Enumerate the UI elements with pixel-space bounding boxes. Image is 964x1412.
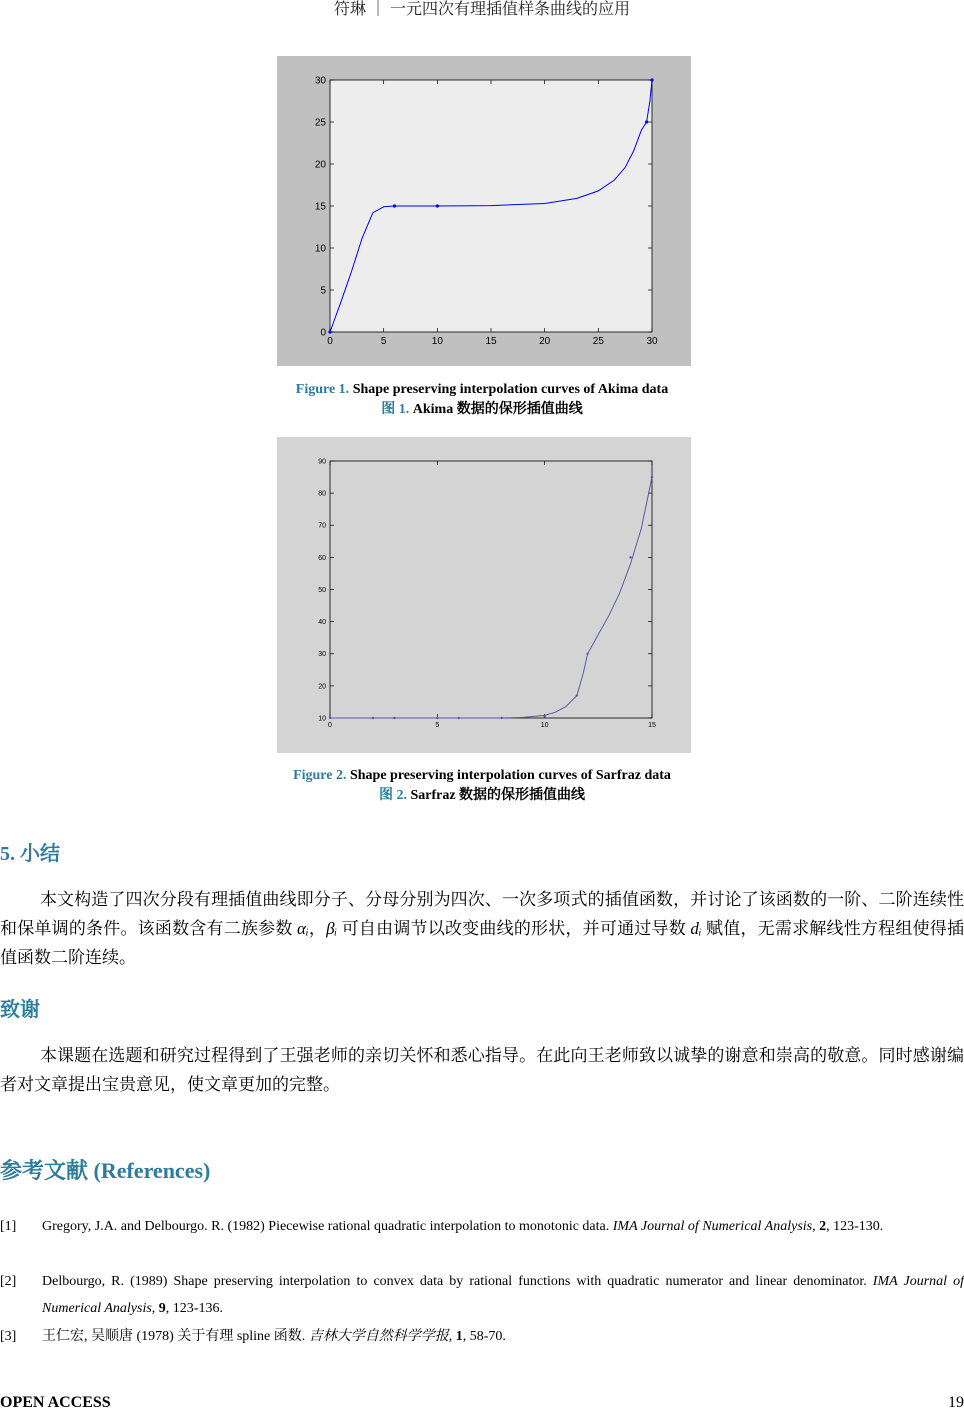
figure-1-caption-zh [0,400,964,419]
data-point [393,204,396,207]
y-tick-label: 15 [314,201,326,213]
data-point [586,653,588,655]
summary-text-2: 可自由调节以改变曲线的形状，并可通过导数 [337,919,691,938]
page-number: 19 [948,1394,964,1411]
ack-heading: 致谢 [0,999,40,1021]
y-tick-label: 90 [318,458,326,466]
ack-paragraph [0,1041,964,1099]
ack-text: 本课题在选题和研究过程得到了王强老师的亲切关怀和悉心指导。在此向王老师致以诚挚的谢意和崇高的敬意。同时感谢编者对文章提出宝贵意见，使文章更加的完整。 [0,1046,964,1094]
data-point [436,717,438,719]
y-tick-label: 5 [320,285,326,297]
figure-2-label-zh: 图 2. [378,788,407,803]
x-tick-label: 0 [328,722,332,729]
y-tick-label: 0 [320,327,326,339]
data-point [393,717,395,719]
data-point [436,204,439,207]
data-point [576,694,578,696]
beta-symbol: βᵢ [326,919,338,938]
y-tick-label: 30 [318,651,326,659]
x-tick-label: 0 [327,336,333,347]
y-tick-label: 10 [318,715,326,723]
section-5-heading: 5. 小结 [0,843,60,865]
x-tick-label: 20 [539,336,551,347]
y-tick-label: 20 [318,683,326,691]
reference-journal: IMA Journal of Numerical Analysis [42,1274,964,1316]
x-tick-label: 15 [648,722,656,729]
figure-2-label: Figure 2. [293,768,347,783]
reference-journal: IMA Journal of Numerical Analysis [612,1219,813,1234]
reference-tail: , 58-70. [462,1329,506,1344]
alpha-symbol: αᵢ [297,919,309,938]
y-tick-label: 10 [314,243,326,255]
reference-text: 王仁宏, 吴顺唐 (1978) 关于有理 spline 函数. [42,1329,309,1344]
reference-number: [3] [0,1329,17,1344]
x-tick-label: 10 [540,722,549,729]
running-head: 符琳 ｜ 一元四次有理插值样条曲线的应用 [333,1,630,18]
reference-volume: 9 [158,1301,166,1316]
figure-1-caption-text: Shape preserving interpolation curves of Akima data [352,382,669,397]
figure-2-caption-zh-text: Sarfraz 数据的保形插值曲线 [410,788,586,803]
y-tick-label: 60 [318,554,326,562]
akima-chart [277,56,691,366]
reference-item [0,1213,964,1240]
y-tick-label: 30 [314,75,326,87]
y-tick-label: 25 [314,117,326,129]
x-tick-label: 10 [431,336,443,347]
reference-text: Gregory, J.A. and Delbourgo. R. (1982) Piecewise rational quadratic interpolation to monotonic data. [42,1219,613,1234]
y-tick-label: 50 [318,586,326,594]
y-tick-label: 80 [318,490,326,498]
data-point [328,330,331,333]
figure-1-label: Figure 1. [295,382,350,397]
reference-text: Delbourgo, R. (1989) Shape preserving interpolation to convex data by rational functions with quadratic numerator and linear denominator. [42,1274,873,1289]
reference-volume: 1 [455,1329,463,1344]
data-point [629,556,631,558]
data-point [372,717,374,719]
plot-area [330,461,652,718]
figure-2-caption-text: Shape preserving interpolation curves of Sarfraz data [349,768,671,783]
reference-journal: 吉林大学自然科学学报 [308,1329,449,1344]
x-tick-label: 15 [485,336,497,347]
reference-item [0,1323,964,1350]
section-5-paragraph [0,885,964,972]
data-point [329,717,331,719]
figure-1-label-zh: 图 1. [381,402,410,417]
reference-number: [1] [0,1219,17,1234]
reference-sep: , [812,1219,820,1234]
figure-1-caption-zh-text: Akima 数据的保形插值曲线 [412,402,583,417]
figure-2-caption-en [0,766,964,785]
reference-tail: , 123-136. [165,1301,223,1316]
figure-2 [277,437,691,753]
figure-1 [277,56,691,366]
x-tick-label: 5 [435,722,440,729]
data-point [458,717,460,719]
reference-volume: 2 [819,1219,827,1234]
reference-number: [2] [0,1274,17,1289]
summary-sep: ， [308,919,327,938]
d-symbol: dᵢ [690,919,702,938]
y-tick-label: 40 [318,619,326,627]
data-point [501,717,503,719]
summary-text-1: 本文构造了四次分段有理插值曲线即分子、分母分别为四次、一次多项式的插值函数，并讨论了该函数的一阶、二阶连续性和保单调的条件。该函数含有二族参数 [0,890,964,938]
reference-tail: , 123-130. [826,1219,884,1234]
data-point [651,476,653,478]
reference-item [0,1268,964,1322]
y-tick-label: 20 [314,159,326,171]
x-tick-label: 30 [646,336,658,347]
data-point [650,78,653,81]
open-access-label: OPEN ACCESS [0,1394,111,1411]
sarfraz-chart [277,437,691,753]
references-heading: 参考文献 (References) [0,1158,211,1183]
reference-sep: , [448,1329,456,1344]
figure-2-caption-zh [0,786,964,805]
reference-sep: , [151,1301,159,1316]
figure-1-caption-en [0,380,964,399]
data-point [645,120,648,123]
data-point [543,715,545,717]
summary-text-3: 赋值，无需求解线性方程组使得插值函数二阶连续。 [0,919,964,967]
y-tick-label: 70 [318,522,326,530]
x-tick-label: 25 [592,336,604,347]
x-tick-label: 5 [380,336,387,347]
